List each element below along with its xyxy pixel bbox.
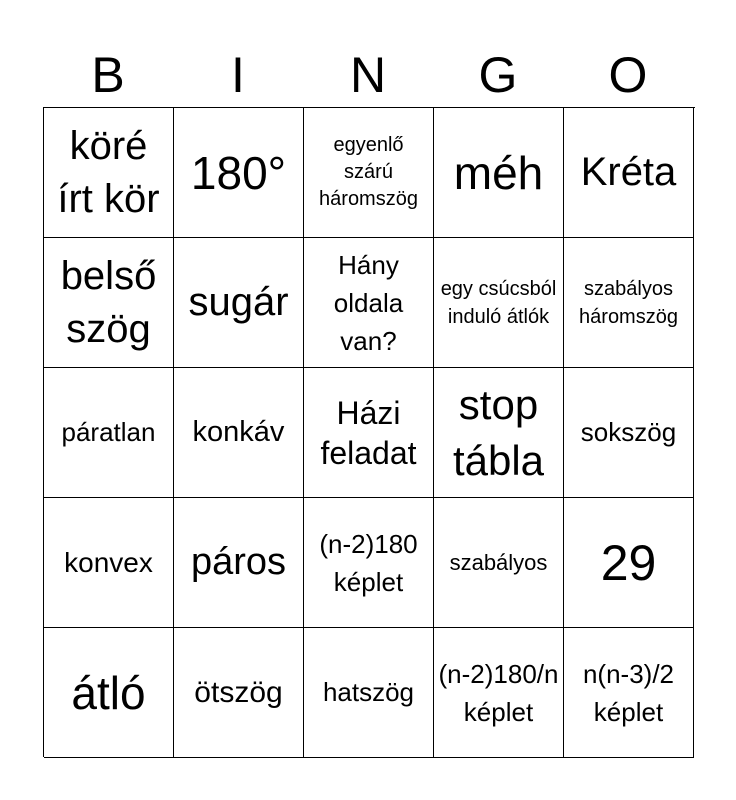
cell-text: (n-2)180/n képlet xyxy=(438,658,559,727)
bingo-cell-r3c4[interactable] xyxy=(434,368,564,498)
bingo-cell-r1c3[interactable] xyxy=(304,108,434,238)
bingo-cell-r2c1[interactable] xyxy=(44,238,174,368)
bingo-cell-r5c5[interactable] xyxy=(564,628,694,758)
cell-text: páratlan xyxy=(61,417,156,447)
header-letter-n: N xyxy=(349,47,387,103)
cell-text: (n-2)180 képlet xyxy=(319,528,418,597)
header-letter-g: G xyxy=(478,47,518,103)
bingo-header xyxy=(43,42,693,108)
bingo-cell-r3c3[interactable] xyxy=(304,368,434,498)
header-letter-b: B xyxy=(91,47,125,103)
cell-text: Házi feladat xyxy=(320,394,417,471)
cell-text: konkáv xyxy=(192,416,285,448)
bingo-cell-r4c2[interactable] xyxy=(174,498,304,628)
cell-text: n(n-3)/2 képlet xyxy=(582,658,675,727)
bingo-cell-r2c3[interactable] xyxy=(304,238,434,368)
cell-text: Hány oldala van? xyxy=(333,249,404,356)
bingo-cell-r3c1[interactable] xyxy=(44,368,174,498)
cell-text: egy csúcsból induló átlók xyxy=(440,277,557,328)
cell-text: páros xyxy=(190,541,287,583)
header-letter-o: O xyxy=(608,47,648,103)
cell-text: stop tábla xyxy=(452,380,545,484)
cell-text: egyenlő szárú háromszög xyxy=(319,134,418,210)
bingo-cell-r2c5[interactable] xyxy=(564,238,694,368)
cell-text: hatszög xyxy=(322,677,415,707)
cell-text: méh xyxy=(453,146,544,199)
header-letter-i: I xyxy=(231,47,245,103)
cell-text: 180° xyxy=(190,146,287,199)
bingo-cell-r4c1[interactable] xyxy=(44,498,174,628)
cell-text: ötszög xyxy=(194,676,283,709)
cell-text: 29 xyxy=(600,534,657,591)
bingo-cell-r2c4[interactable] xyxy=(434,238,564,368)
bingo-cell-r5c2[interactable] xyxy=(174,628,304,758)
cell-text: konvex xyxy=(64,547,153,578)
bingo-cell-r4c3[interactable] xyxy=(304,498,434,628)
bingo-cell-r2c2[interactable] xyxy=(174,238,304,368)
bingo-cell-r3c2[interactable] xyxy=(174,368,304,498)
bingo-board xyxy=(43,107,695,757)
bingo-cell-r3c5[interactable] xyxy=(564,368,694,498)
cell-text: belső szög xyxy=(60,253,157,351)
cell-text: sokszög xyxy=(580,417,677,447)
cell-text: szabályos háromszög xyxy=(579,277,678,328)
cell-text: szabályos xyxy=(449,550,548,575)
bingo-cell-r5c1[interactable] xyxy=(44,628,174,758)
bingo-cell-r1c4[interactable] xyxy=(434,108,564,238)
cell-text: köré írt kör xyxy=(57,123,160,221)
bingo-cell-r1c2[interactable] xyxy=(174,108,304,238)
bingo-cell-r4c4[interactable] xyxy=(434,498,564,628)
bingo-cell-r5c4[interactable] xyxy=(434,628,564,758)
cell-text: átló xyxy=(71,666,146,719)
bingo-cell-r1c5[interactable] xyxy=(564,108,694,238)
cell-text: Kréta xyxy=(580,150,677,194)
bingo-cell-r4c5[interactable] xyxy=(564,498,694,628)
bingo-cell-r1c1[interactable] xyxy=(44,108,174,238)
bingo-cell-r5c3[interactable] xyxy=(304,628,434,758)
cell-text: sugár xyxy=(188,280,289,324)
